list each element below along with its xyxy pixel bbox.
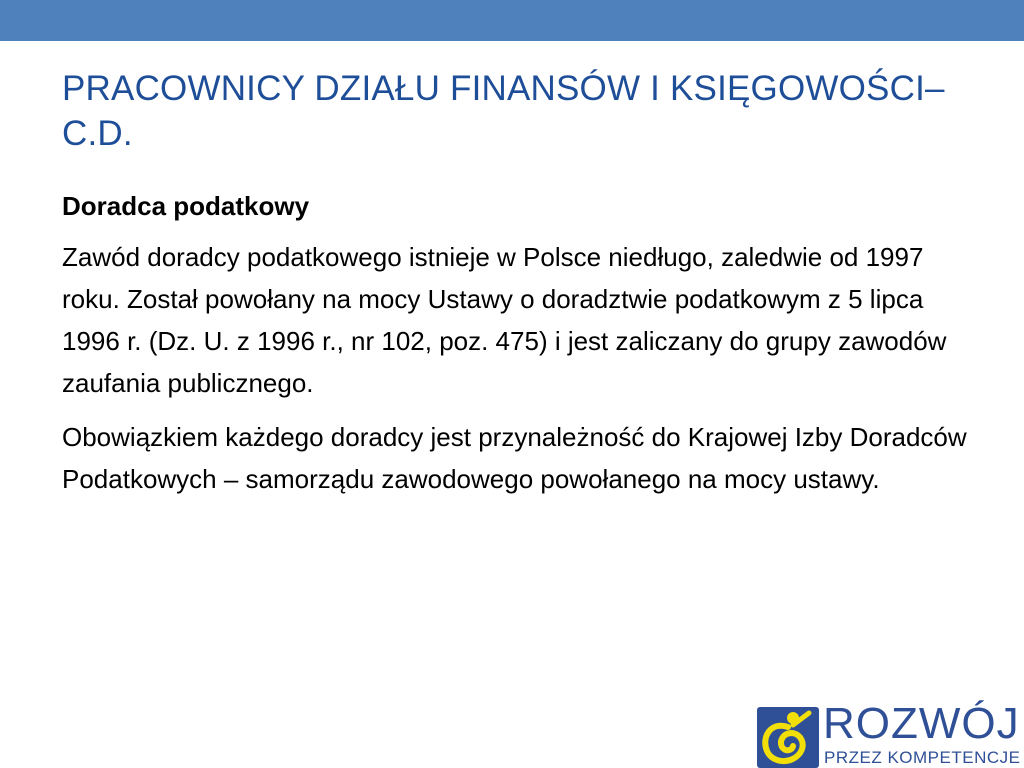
slide-content <box>62 188 972 512</box>
logo-wordmark: ROZWÓJ <box>823 699 1020 748</box>
slide-title: PRACOWNICY DZIAŁU FINANSÓW I KSIĘGOWOŚCI– C.D. <box>62 69 945 153</box>
paragraph-1: Zawód doradcy podatkowego istnieje w Polsce niedługo, zaledwie od 1997 roku. Został powołany na mocy Ustawy o doradztwie podatkowym z 5 lipca 1996 r. (Dz. U. z 1996 r., nr 102, poz. 475) i jest zaliczany do grupy zawodów zaufania publicznego. <box>62 242 947 398</box>
subheading: Doradca podatkowy <box>62 191 310 221</box>
logo-tagline: PRZEZ KOMPETENCJE <box>824 748 1021 767</box>
paragraph-2: Obowiązkiem każdego doradcy jest przynależność do Krajowej Izby Doradców Podatkowych – samorządu zawodowego powołanego na mocy ustawy. <box>62 422 967 494</box>
logo <box>757 699 1024 768</box>
person-in-circle-icon <box>757 707 819 768</box>
top-accent-bar <box>0 0 1024 41</box>
